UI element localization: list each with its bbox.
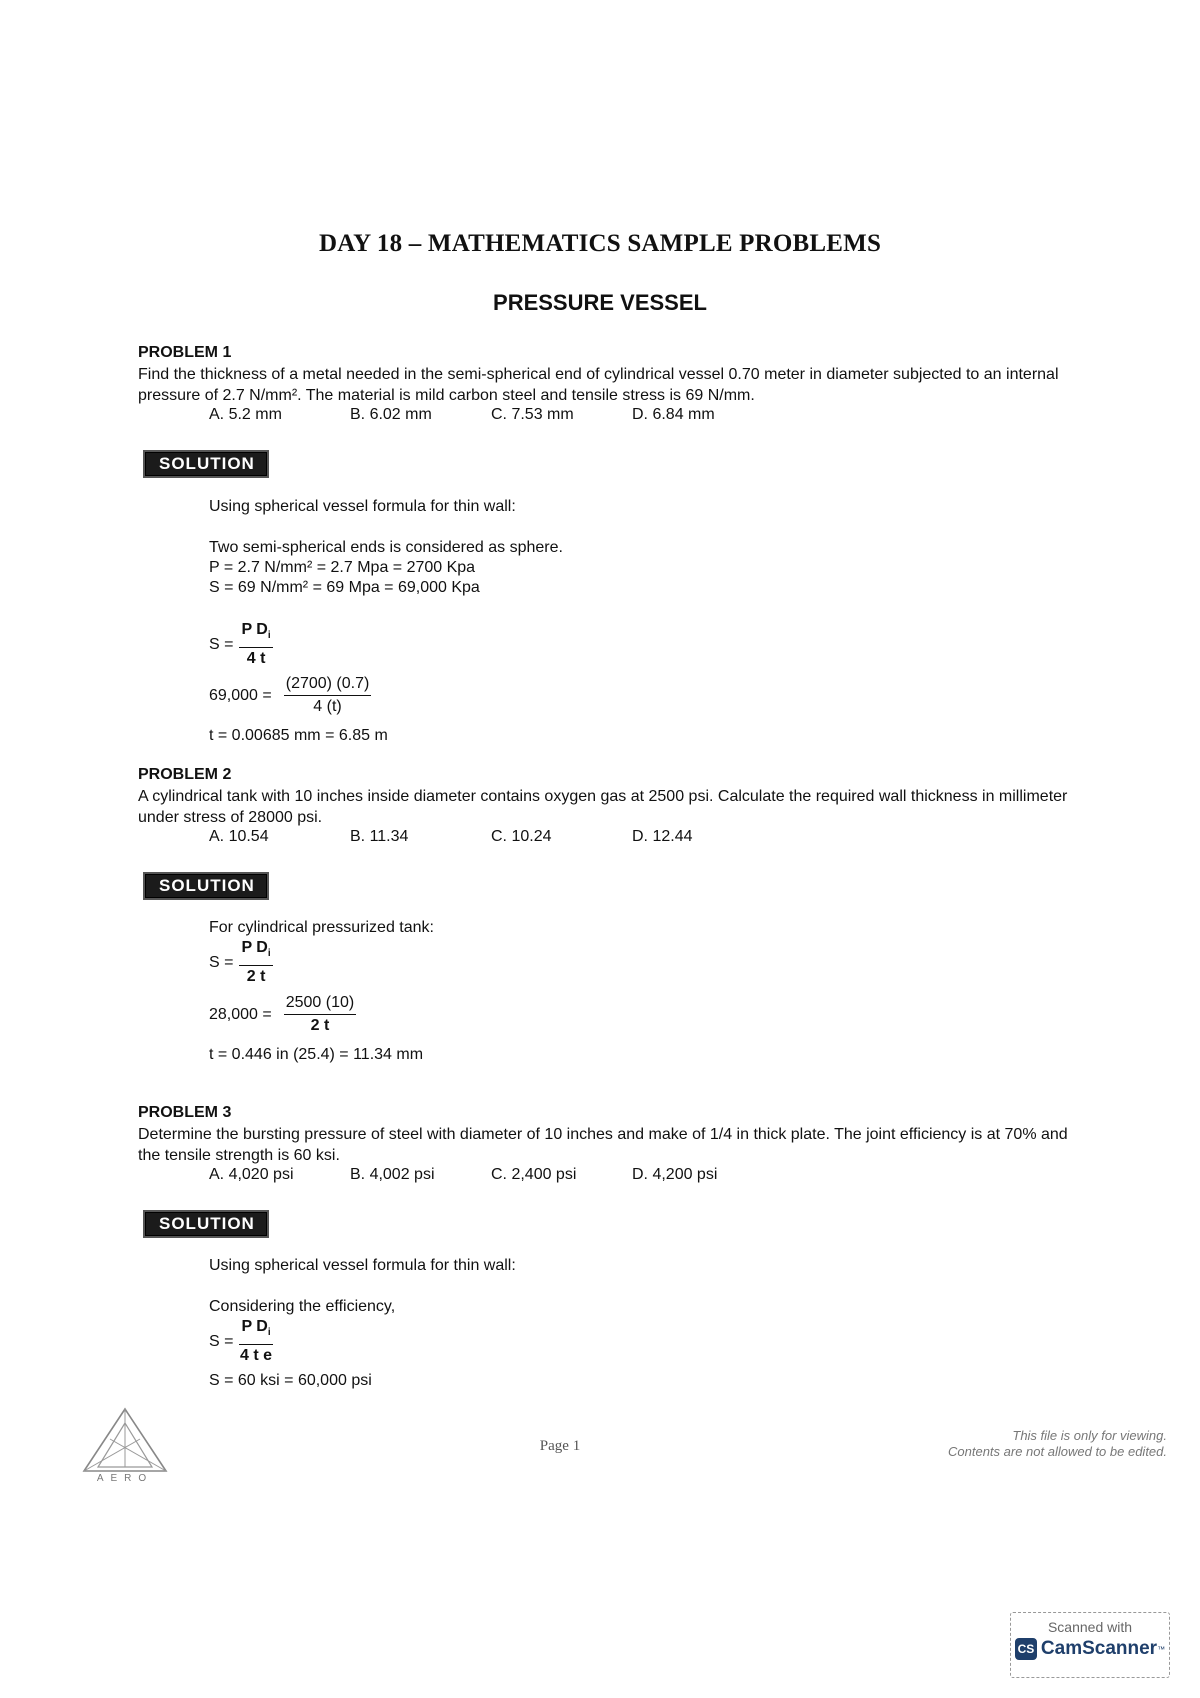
problem-2-label: PROBLEM 2 <box>138 766 232 783</box>
solution-2-intro: For cylindrical pressurized tank: <box>209 919 434 936</box>
eq-lhs: S = <box>209 1333 234 1351</box>
camscanner-watermark <box>1010 1612 1170 1678</box>
aero-logo-text: AERO <box>96 1473 154 1484</box>
numerator: P $D_i$ <box>239 1317 272 1345</box>
solution-1-equation-2 <box>209 674 371 718</box>
solution-2-equation-2 <box>209 993 356 1037</box>
solution-3-line1: Considering the efficiency, <box>209 1298 396 1315</box>
choice-d: D. 6.84 mm <box>632 406 715 423</box>
page-subtitle: PRESSURE VESSEL <box>493 290 707 315</box>
numerator: (2700) (0.7) <box>284 674 372 696</box>
fraction <box>284 993 357 1037</box>
camscanner-logo-icon: CS <box>1015 1638 1037 1660</box>
solution-1-badge: SOLUTION <box>143 450 269 478</box>
solution-3-equation-1 <box>209 1317 273 1367</box>
choice-c: C. 10.24 <box>491 828 552 845</box>
page-number: Page 1 <box>539 1438 581 1454</box>
problem-2-text: A cylindrical tank with 10 inches inside diameter contains oxygen gas at 2500 psi. Calculate the required wall thickness in millimeter under stress of 28000 psi. <box>138 788 1068 826</box>
denominator: 4 (t) <box>313 698 342 715</box>
fraction <box>239 938 272 988</box>
problem-1-choices <box>209 406 773 424</box>
eq-lhs: S = <box>209 954 234 972</box>
solution-1-equation-1 <box>209 620 273 670</box>
solution-1-intro: Using spherical vessel formula for thin wall: <box>209 498 516 515</box>
denominator: 2 t <box>310 1017 330 1034</box>
fraction <box>239 620 272 670</box>
solution-2-badge: SOLUTION <box>143 872 269 900</box>
view-only-notice: This file is only for viewing. Contents are not allowed to be edited. <box>948 1428 1167 1459</box>
numerator: 2500 (10) <box>284 993 357 1015</box>
problem-3-text: Determine the bursting pressure of steel with diameter of 10 inches and make of 1/4 in thick plate. The joint efficiency is at 70% and the tensile strength is 60 ksi. <box>138 1126 1068 1164</box>
solution-2-result: t = 0.446 in (25.4) = 11.34 mm <box>209 1046 424 1063</box>
choice-a: A. 5.2 mm <box>209 406 282 423</box>
problem-1-label: PROBLEM 1 <box>138 344 232 361</box>
solution-2-equation-1 <box>209 938 273 988</box>
problem-3-label: PROBLEM 3 <box>138 1104 232 1121</box>
choice-c: C. 7.53 mm <box>491 406 574 423</box>
problem-3-choices <box>209 1166 773 1184</box>
problem-1-text: Find the thickness of a metal needed in the semi-spherical end of cylindrical vessel 0.70 meter in diameter subjected to an internal pressure of 2.7 N/mm². The material is mild carbon steel and tensile stress is 69 N/mm. <box>138 366 1059 404</box>
solution-3-result: S = 60 ksi = 60,000 psi <box>209 1372 372 1389</box>
solution-1-line3: S = 69 N/mm² = 69 Mpa = 69,000 Kpa <box>209 579 480 596</box>
choice-a: A. 10.54 <box>209 828 269 845</box>
solution-1-result: t = 0.00685 mm = 6.85 m <box>209 727 388 744</box>
solution-3-intro: Using spherical vessel formula for thin wall: <box>209 1257 516 1274</box>
choice-b: B. 11.34 <box>350 828 409 845</box>
camscanner-brand: CS CamScanner ™ <box>1011 1638 1169 1660</box>
choice-c: C. 2,400 psi <box>491 1166 577 1183</box>
fraction <box>284 674 372 718</box>
solution-1-line1: Two semi-spherical ends is considered as sphere. <box>209 539 563 556</box>
eq-lhs: 28,000 = <box>209 1006 272 1023</box>
solution-3-badge: SOLUTION <box>143 1210 269 1238</box>
denominator: 4 t <box>246 650 266 668</box>
choice-d: D. 12.44 <box>632 828 693 845</box>
solution-1-line2: P = 2.7 N/mm² = 2.7 Mpa = 2700 Kpa <box>209 559 476 576</box>
choice-a: A. 4,020 psi <box>209 1166 294 1183</box>
fraction <box>239 1317 272 1367</box>
scanned-with-text: Scanned with <box>1047 1619 1133 1635</box>
numerator: P $D_i$ <box>239 938 272 966</box>
denominator: 2 t <box>246 968 266 986</box>
problem-2-choices <box>209 828 773 846</box>
choice-b: B. 4,002 psi <box>350 1166 435 1183</box>
choice-b: B. 6.02 mm <box>350 406 432 423</box>
page-title: DAY 18 – MATHEMATICS SAMPLE PROBLEMS <box>318 230 882 257</box>
choice-d: D. 4,200 psi <box>632 1166 718 1183</box>
eq-lhs: S = <box>209 636 234 654</box>
denominator: 4 t e <box>240 1347 273 1365</box>
numerator: P $D_i$ <box>239 620 272 648</box>
eq-lhs: 69,000 = <box>209 687 272 704</box>
